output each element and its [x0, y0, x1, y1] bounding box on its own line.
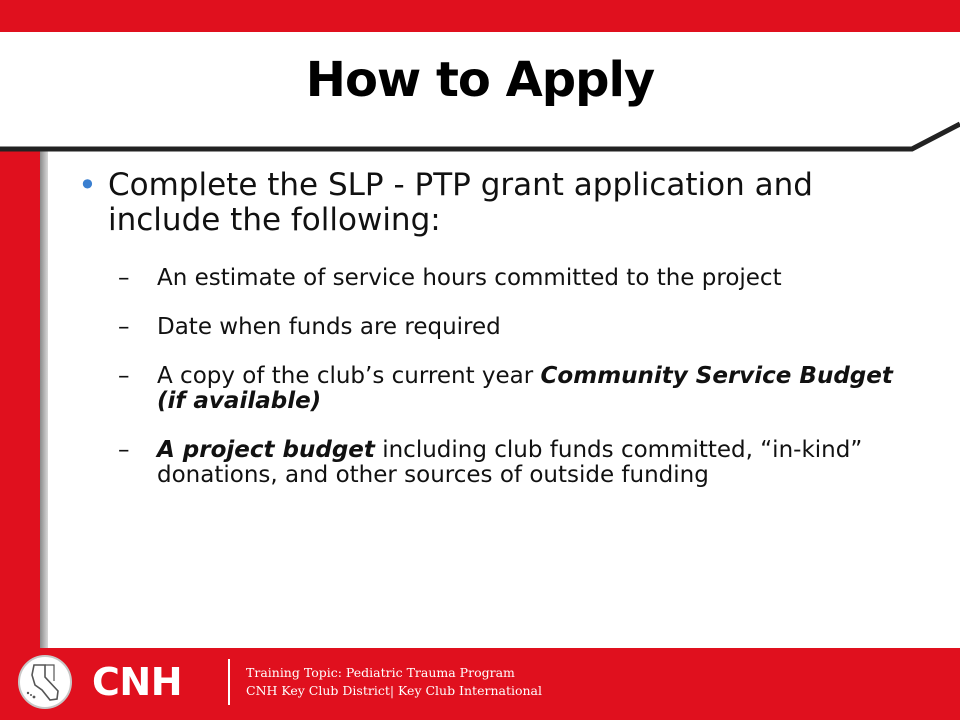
sub-bullet-text	[157, 265, 782, 291]
district-logo	[18, 655, 72, 709]
plain-text: A copy of the club’s current year	[157, 363, 541, 389]
slide-body	[78, 168, 918, 512]
sub-bullet	[78, 364, 918, 414]
emphasis-text: Community Service Budget (if available)	[157, 363, 893, 414]
main-bullet-text: Complete the SLP - PTP grant application and include the following:	[108, 167, 813, 238]
sub-bullet-list	[78, 266, 918, 488]
dash-bullet-icon: –	[118, 314, 130, 340]
top-accent-bar	[0, 0, 960, 32]
footer-brand: CNH	[92, 660, 182, 704]
footer-line-2: CNH Key Club District| Key Club International	[246, 683, 542, 698]
left-shadow-strip	[40, 150, 48, 650]
bullet-dot-icon: •	[78, 166, 97, 204]
sub-bullet-text	[157, 314, 501, 340]
sub-bullet	[78, 315, 918, 340]
sub-bullet-text	[157, 437, 862, 488]
sub-bullet	[78, 438, 918, 488]
main-bullet	[78, 168, 918, 238]
slide-title: How to Apply	[305, 52, 655, 108]
plain-text: Date when funds are required	[157, 314, 501, 340]
dash-bullet-icon: –	[118, 363, 130, 389]
plain-text: including club funds committed, “in-kind” donations, and other sources of outside funding	[157, 437, 863, 488]
dash-bullet-icon: –	[118, 265, 130, 291]
plain-text: An estimate of service hours committed to the project	[157, 265, 782, 291]
sub-bullet	[78, 266, 918, 291]
california-map-icon	[20, 657, 70, 707]
sub-bullet-text	[157, 363, 893, 414]
footer-divider	[228, 659, 230, 705]
footer-line-1: Training Topic: Pediatric Trauma Program	[246, 665, 515, 680]
footer-text-block	[246, 664, 542, 700]
dash-bullet-icon: –	[118, 437, 130, 463]
emphasis-text: A project budget	[157, 437, 375, 463]
